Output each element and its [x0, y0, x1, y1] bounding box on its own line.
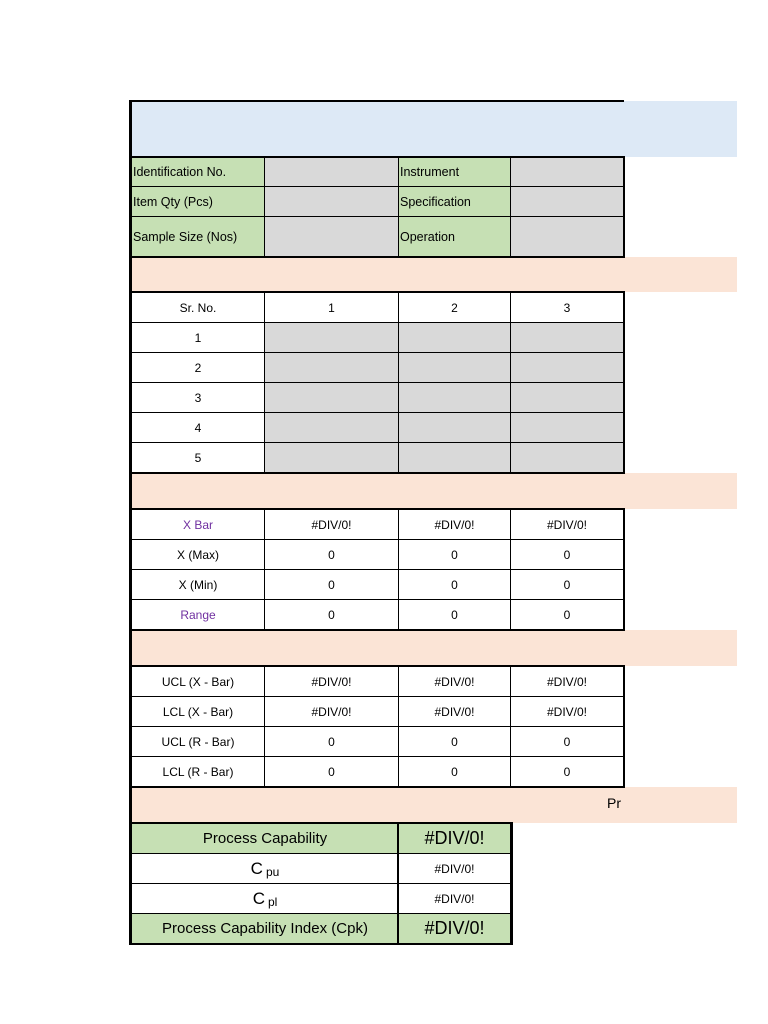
- reading-input[interactable]: [398, 382, 511, 413]
- stats-table-top-border: [129, 508, 625, 510]
- reading-input[interactable]: [398, 352, 511, 383]
- lcl-x-bar-value: #DIV/0!: [398, 696, 511, 727]
- column-header: 1: [264, 292, 399, 323]
- x-bar-value: #DIV/0!: [510, 509, 624, 540]
- title-band: [131, 101, 737, 157]
- x-min-value: 0: [264, 569, 399, 600]
- cpk-value: #DIV/0!: [398, 913, 511, 944]
- reading-input[interactable]: [510, 382, 624, 413]
- header-table-bottom-border: [129, 256, 625, 258]
- reading-input[interactable]: [264, 382, 399, 413]
- lcl-x-bar-value: #DIV/0!: [264, 696, 399, 727]
- ucl-x-bar-value: #DIV/0!: [398, 666, 511, 697]
- sample-size-label: Sample Size (Nos): [131, 216, 265, 257]
- row-number: 1: [131, 322, 265, 353]
- reading-input[interactable]: [510, 412, 624, 443]
- ucl-r-bar-value: 0: [264, 726, 399, 757]
- x-max-label: X (Max): [131, 539, 265, 570]
- x-max-value: 0: [510, 539, 624, 570]
- readings-table-top-border: [129, 291, 625, 293]
- range-value: 0: [398, 599, 511, 630]
- header-table-right-border: [623, 156, 625, 258]
- ucl-r-bar-label: UCL (R - Bar): [131, 726, 265, 757]
- instrument-input[interactable]: [510, 157, 624, 187]
- section-band-capability: [131, 787, 737, 823]
- cpu-c: C: [250, 858, 263, 878]
- identification-input[interactable]: [264, 157, 399, 187]
- capability-band-clipped-title: Pr: [607, 795, 621, 811]
- x-bar-value: #DIV/0!: [264, 509, 399, 540]
- sr-no-header: Sr. No.: [131, 292, 265, 323]
- ucl-r-bar-value: 0: [398, 726, 511, 757]
- reading-input[interactable]: [264, 442, 399, 473]
- ucl-x-bar-value: #DIV/0!: [510, 666, 624, 697]
- lcl-r-bar-value: 0: [510, 756, 624, 787]
- x-min-value: 0: [398, 569, 511, 600]
- outer-left-border: [129, 100, 132, 945]
- row-number: 2: [131, 352, 265, 383]
- specification-input[interactable]: [510, 186, 624, 217]
- section-band-readings: [131, 257, 737, 292]
- x-max-value: 0: [264, 539, 399, 570]
- reading-input[interactable]: [510, 322, 624, 353]
- row-number: 4: [131, 412, 265, 443]
- identification-label: Identification No.: [131, 157, 265, 187]
- section-band-limits: [131, 630, 737, 666]
- item-qty-input[interactable]: [264, 186, 399, 217]
- reading-input[interactable]: [264, 322, 399, 353]
- process-capability-label: Process Capability: [131, 823, 399, 854]
- lcl-x-bar-label: LCL (X - Bar): [131, 696, 265, 727]
- capability-table-bottom-border: [129, 943, 513, 945]
- cpl-c: C: [252, 888, 265, 908]
- stats-table-right-border: [623, 508, 625, 631]
- reading-input[interactable]: [398, 412, 511, 443]
- range-label: Range: [131, 599, 265, 630]
- capability-table-top-border: [129, 822, 513, 824]
- cpl-value: #DIV/0!: [398, 883, 511, 914]
- cpk-label: Process Capability Index (Cpk): [131, 913, 399, 944]
- ucl-r-bar-value: 0: [510, 726, 624, 757]
- reading-input[interactable]: [398, 442, 511, 473]
- ucl-x-bar-value: #DIV/0!: [264, 666, 399, 697]
- capability-table-right-border: [510, 822, 513, 945]
- capability-table-mid-border: [397, 822, 399, 945]
- x-max-value: 0: [398, 539, 511, 570]
- reading-input[interactable]: [264, 412, 399, 443]
- sample-size-input[interactable]: [264, 216, 399, 257]
- row-number: 3: [131, 382, 265, 413]
- reading-input[interactable]: [398, 322, 511, 353]
- operation-label: Operation: [398, 216, 511, 257]
- column-header: 3: [510, 292, 624, 323]
- instrument-label: Instrument: [398, 157, 511, 187]
- x-min-label: X (Min): [131, 569, 265, 600]
- lcl-x-bar-value: #DIV/0!: [510, 696, 624, 727]
- section-band-stats: [131, 473, 737, 509]
- range-value: 0: [264, 599, 399, 630]
- item-qty-label: Item Qty (Pcs): [131, 186, 265, 217]
- process-capability-value: #DIV/0!: [398, 823, 511, 854]
- operation-input[interactable]: [510, 216, 624, 257]
- x-bar-value: #DIV/0!: [398, 509, 511, 540]
- cpu-value: #DIV/0!: [398, 853, 511, 884]
- range-value: 0: [510, 599, 624, 630]
- column-header: 2: [398, 292, 511, 323]
- top-border: [129, 100, 624, 102]
- x-min-value: 0: [510, 569, 624, 600]
- limits-table-bottom-border: [129, 786, 625, 788]
- limits-table-right-border: [623, 665, 625, 788]
- header-table-top-border: [129, 156, 625, 158]
- x-bar-label: X Bar: [131, 509, 265, 540]
- ucl-x-bar-label: UCL (X - Bar): [131, 666, 265, 697]
- cpl-label: [131, 883, 399, 914]
- stats-table-bottom-border: [129, 629, 625, 631]
- lcl-r-bar-value: 0: [264, 756, 399, 787]
- reading-input[interactable]: [264, 352, 399, 383]
- limits-table-top-border: [129, 665, 625, 667]
- readings-table-right-border: [623, 291, 625, 474]
- lcl-r-bar-label: LCL (R - Bar): [131, 756, 265, 787]
- cpu-label: [131, 853, 399, 884]
- reading-input[interactable]: [510, 442, 624, 473]
- readings-table-bottom-border: [129, 472, 625, 474]
- specification-label: Specification: [398, 186, 511, 217]
- lcl-r-bar-value: 0: [398, 756, 511, 787]
- reading-input[interactable]: [510, 352, 624, 383]
- cpu-sub: pu: [265, 864, 280, 879]
- cpl-sub: pl: [267, 894, 278, 909]
- row-number: 5: [131, 442, 265, 473]
